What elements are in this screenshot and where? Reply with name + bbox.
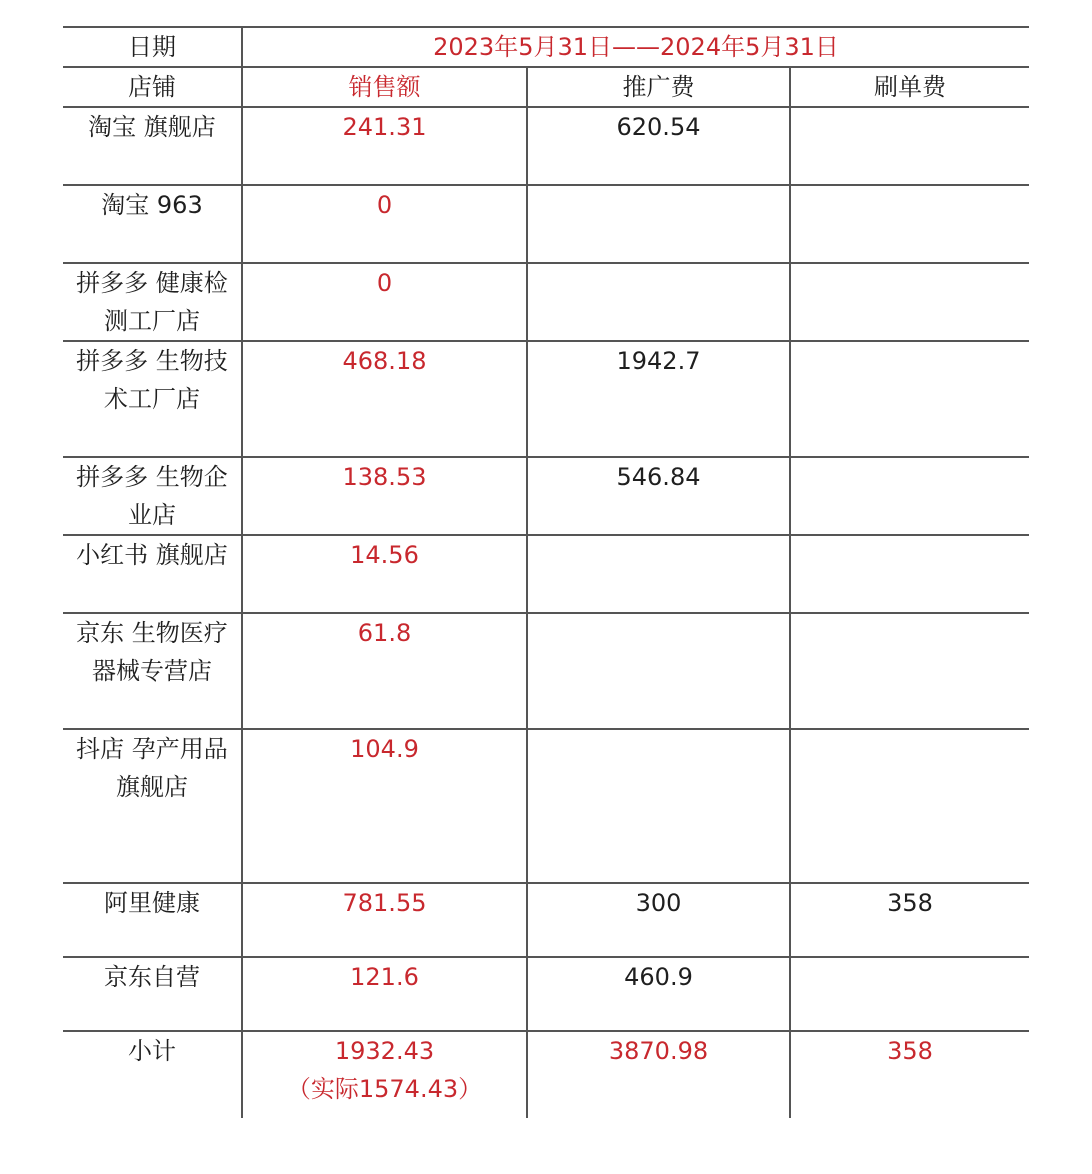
- promo-cell: [527, 263, 790, 341]
- sales-cell: 61.8: [242, 613, 527, 729]
- promo-cell: 546.84: [527, 457, 790, 535]
- table-row: [63, 107, 1029, 185]
- store-cell: 京东 生物医疗器械专营店: [63, 613, 242, 729]
- promo-cell: 620.54: [527, 107, 790, 185]
- brush-cell: [790, 729, 1029, 883]
- promo-cell: 1942.7: [527, 341, 790, 457]
- table-row: [63, 457, 1029, 535]
- brush-cell: [790, 341, 1029, 457]
- table-row: [63, 883, 1029, 957]
- sales-cell: 0: [242, 263, 527, 341]
- promo-cell: 300: [527, 883, 790, 957]
- store-cell: 拼多多 生物技术工厂店: [63, 341, 242, 457]
- store-cell: 拼多多 健康检测工厂店: [63, 263, 242, 341]
- brush-cell: [790, 263, 1029, 341]
- sales-cell: 0: [242, 185, 527, 263]
- subtotal-row: [63, 1031, 1029, 1118]
- table-row: [63, 263, 1029, 341]
- table-row: [63, 185, 1029, 263]
- table-row: [63, 957, 1029, 1031]
- date-label-cell: 日期: [63, 27, 242, 67]
- date-range-cell: 2023年5月31日——2024年5月31日: [242, 27, 1029, 67]
- sales-cell: 468.18: [242, 341, 527, 457]
- sales-cell: 781.55: [242, 883, 527, 957]
- store-cell: 淘宝 旗舰店: [63, 107, 242, 185]
- sales-cell: 121.6: [242, 957, 527, 1031]
- store-cell: 淘宝 963: [63, 185, 242, 263]
- subtotal-sales-note: （实际1574.43）: [286, 1075, 483, 1103]
- table-row: [63, 535, 1029, 613]
- store-header-cell: 店铺: [63, 67, 242, 107]
- sales-cell: 14.56: [242, 535, 527, 613]
- sales-header-cell: 销售额: [242, 67, 527, 107]
- promo-cell: [527, 535, 790, 613]
- sales-cell: 104.9: [242, 729, 527, 883]
- brush-cell: 358: [790, 883, 1029, 957]
- subtotal-label-cell: 小计: [63, 1031, 242, 1118]
- sales-cell: 138.53: [242, 457, 527, 535]
- promo-cell: [527, 185, 790, 263]
- brush-cell: [790, 535, 1029, 613]
- subtotal-brush-cell: 358: [790, 1031, 1029, 1118]
- date-row: [63, 27, 1029, 67]
- brush-cell: [790, 613, 1029, 729]
- brush-cell: [790, 457, 1029, 535]
- promo-cell: [527, 729, 790, 883]
- store-cell: 京东自营: [63, 957, 242, 1031]
- subtotal-sales-value: 1932.43: [334, 1037, 435, 1065]
- promo-header-cell: 推广费: [527, 67, 790, 107]
- subtotal-sales-cell: [242, 1031, 527, 1118]
- table-row: [63, 341, 1029, 457]
- brush-cell: [790, 957, 1029, 1031]
- promo-cell: 460.9: [527, 957, 790, 1031]
- store-cell: 抖店 孕产用品旗舰店: [63, 729, 242, 883]
- sales-cell: 241.31: [242, 107, 527, 185]
- sales-summary-table: [63, 26, 1029, 1118]
- brush-cell: [790, 185, 1029, 263]
- brush-cell: [790, 107, 1029, 185]
- table-row: [63, 729, 1029, 883]
- column-header-row: [63, 67, 1029, 107]
- promo-cell: [527, 613, 790, 729]
- table-row: [63, 613, 1029, 729]
- subtotal-promo-cell: 3870.98: [527, 1031, 790, 1118]
- store-cell: 拼多多 生物企业店: [63, 457, 242, 535]
- brush-header-cell: 刷单费: [790, 67, 1029, 107]
- store-cell: 阿里健康: [63, 883, 242, 957]
- store-cell: 小红书 旗舰店: [63, 535, 242, 613]
